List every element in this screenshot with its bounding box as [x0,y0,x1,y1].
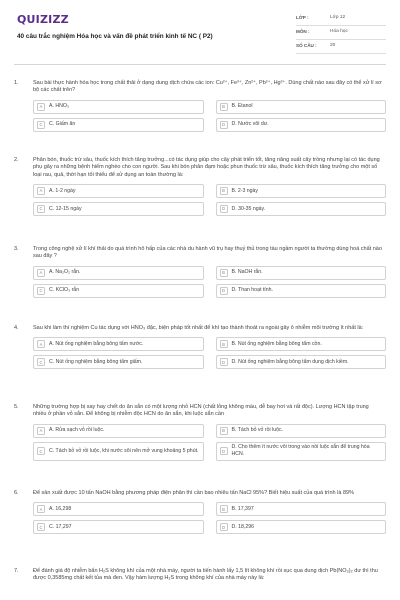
question-number: 7. [14,568,19,574]
answer-option-d[interactable] [216,520,387,534]
answer-options [33,100,386,132]
option-text: B. Nút ống nghiệm bằng bông tẩm cồn. [231,340,322,347]
option-text: B. Etanol [231,103,253,110]
option-letter-badge: B [220,340,228,348]
question-number: 6. [14,490,19,496]
answer-options [33,502,386,534]
meta-label: LỚP : [296,15,309,21]
answer-option-b[interactable] [216,502,387,516]
question-2 [14,157,386,216]
option-letter-badge: D [220,523,228,531]
option-letter-badge: C [37,447,45,455]
option-text: A. Rửa sạch vỏ rồi luộc. [49,427,105,434]
option-letter-badge: D [220,358,228,366]
question-text: Để sản xuất được 10 tấn NaOH bằng phương pháp điện phân thì cần bao nhiêu tấn NaCl 95%? Biết hiệu suất của quá trình là 89% [33,490,354,496]
answer-option-a[interactable] [33,337,204,351]
option-letter-badge: B [220,505,228,513]
option-letter-badge: B [220,427,228,435]
answer-option-b[interactable] [216,184,387,198]
meta-row-class [296,12,386,26]
worksheet-header [0,0,400,62]
question-text: Sau khi làm thí nghiệm Cu tác dụng với HNO₃ đặc, biện pháp tốt nhất để khí tạo thành thoát ra ngoài gây ô nhiễm môi trường ít nhất là: [33,325,364,331]
answer-options [33,424,386,461]
answer-option-c[interactable] [33,202,204,216]
option-text: D. Nút ống nghiệm bằng bông tẩm dung dịch kiềm. [231,358,349,365]
option-text: C. Tách bỏ vỏ rồi luộc, khi nước sôi nên mở vung khoảng 5 phút. [49,447,199,454]
meta-label: SỐ CÂU : [296,43,317,49]
question-4 [14,325,386,369]
answer-option-a[interactable] [33,424,204,438]
answer-option-d[interactable] [216,442,387,461]
option-text: B. NaOH rắn. [231,269,263,276]
option-letter-badge: B [220,187,228,195]
answer-options [33,337,386,369]
option-text: A. 1-2 ngày [49,187,76,194]
option-text: C. Nút ống nghiệm bằng bông tẩm giấm. [49,358,143,365]
option-letter-badge: C [37,358,45,366]
question-number: 1. [14,80,19,86]
option-letter-badge: C [37,205,45,213]
answer-option-a[interactable] [33,266,204,280]
question-number: 4. [14,325,19,331]
question-number: 3. [14,246,19,252]
header-divider [14,64,386,65]
option-letter-badge: A [37,340,45,348]
option-text: D. Nước vôi dư. [231,121,269,128]
option-letter-badge: B [220,103,228,111]
option-letter-badge: D [220,205,228,213]
answer-option-b[interactable] [216,337,387,351]
option-text: A. HNO₃ [49,103,69,110]
answer-option-c[interactable] [33,355,204,369]
answer-option-c[interactable] [33,284,204,298]
option-letter-badge: D [220,121,228,129]
answer-option-d[interactable] [216,355,387,369]
option-text: C. 12-15 ngày [49,205,82,212]
quizizz-logo: QUIZIZZ [17,13,69,26]
option-text: A. Na₂O₂ rắn. [49,269,81,276]
option-letter-badge: A [37,103,45,111]
answer-option-b[interactable] [216,100,387,114]
option-text: D. Than hoạt tính. [231,287,273,294]
worksheet-title: 40 câu trắc nghiệm Hóa học và vấn đề phát triển kinh tế NC ( P2) [17,33,213,40]
question-text: Để đánh giá độ nhiễm bẩn H₂S không khí của một nhà máy, người ta tiến hành lấy 1,5 lít không khí rồi sục qua dung dịch Pb(NO₃)₂ dư thì thu được 0,3585mg chất kết tủa mà đen. Vậy hàm lượng H₂S trong không khí của nhà máy này là: [33,568,378,582]
option-text: C. 17,297 [49,523,72,530]
option-text: D. 30-35 ngày. [231,205,266,212]
answer-option-c[interactable] [33,442,204,461]
option-letter-badge: A [37,505,45,513]
meta-value: Hóa học [330,29,348,35]
option-text: B. 2-3 ngày [231,187,259,194]
answer-option-c[interactable] [33,118,204,132]
option-letter-badge: A [37,427,45,435]
option-text: C. KClO₃ rắn [49,287,80,294]
question-1 [14,80,386,132]
meta-value: 20 [330,43,336,49]
answer-options [33,184,386,216]
meta-row-subject [296,26,386,40]
meta-label: MÔN : [296,29,310,35]
answer-options [33,266,386,298]
question-text: Sau bài thực hành hóa học trong chất thải ở dạng dung dịch chứa các ion: Cu²⁺, Fe³⁺, Zn²⁺, Pb²⁺, Hg²⁺. Dùng chất nào sau đây có thể xử lí sơ bộ các chất trên? [33,80,382,94]
option-text: B. 17,397 [231,505,254,512]
meta-value: Lớp 12 [330,15,346,21]
answer-option-c[interactable] [33,520,204,534]
option-letter-badge: A [37,187,45,195]
option-letter-badge: D [220,287,228,295]
option-letter-badge: A [37,269,45,277]
answer-option-d[interactable] [216,202,387,216]
question-text: Trong công nghệ xử lí khí thải do quá trình hô hấp của các nhà du hành vũ trụ hay thuỷ thủ trong tàu ngầm người ta thường dùng hoá chất nào sau đây ? [33,246,382,260]
option-text: D. 18,296 [231,523,254,530]
answer-option-a[interactable] [33,100,204,114]
answer-option-d[interactable] [216,284,387,298]
meta-row-count [296,40,386,54]
question-7 [14,568,386,583]
question-number: 5. [14,404,19,410]
option-letter-badge: B [220,269,228,277]
option-letter-badge: D [220,447,228,455]
option-text: D. Cho thêm ít nước vôi trong vào nồi luộc sắn để trung hòa HCN. [231,444,370,458]
answer-option-a[interactable] [33,502,204,516]
answer-option-d[interactable] [216,118,387,132]
question-number: 2. [14,157,19,163]
question-3 [14,246,386,298]
option-text: A. 16,298 [49,505,72,512]
answer-option-a[interactable] [33,184,204,198]
question-text: Phân bón, thuốc trừ sâu, thuốc kích thích tăng trưởng...có tác dụng giúp cho cây phát triển tốt, tăng năng suất cây trồng nhưng lại có tác dụng phụ gây ra những bệnh hiểm nghèo cho con người. Sau khi bón phân đạm hoặc phun thuốc trừ sâu, thuốc kích thích tăng trưởng cho một số loại rau, quả, thời hạn tối thiểu để sử dụng an toàn thường là: [33,157,380,178]
answer-option-b[interactable] [216,424,387,438]
option-text: C. Giấm ăn [49,121,76,128]
question-text: Những trường hợp bị say hay chết do ăn sắn có một lượng nhỏ HCN (chất lỏng không màu, dễ bay hơi và rất độc). Lượng HCN tập trung nhiều ở phần vỏ sắn. Để không bị nhiễm độc HCN do ăn sắn, khi luộc sắn cần [33,404,369,418]
option-text: A. Nút ống nghiệm bằng bông tẩm nước. [49,340,144,347]
option-letter-badge: C [37,523,45,531]
question-5 [14,404,386,461]
meta-table [296,12,386,54]
answer-option-b[interactable] [216,266,387,280]
option-letter-badge: C [37,287,45,295]
option-text: B. Tách bỏ vỏ rồi luộc. [231,427,284,434]
question-6 [14,490,386,534]
option-letter-badge: C [37,121,45,129]
